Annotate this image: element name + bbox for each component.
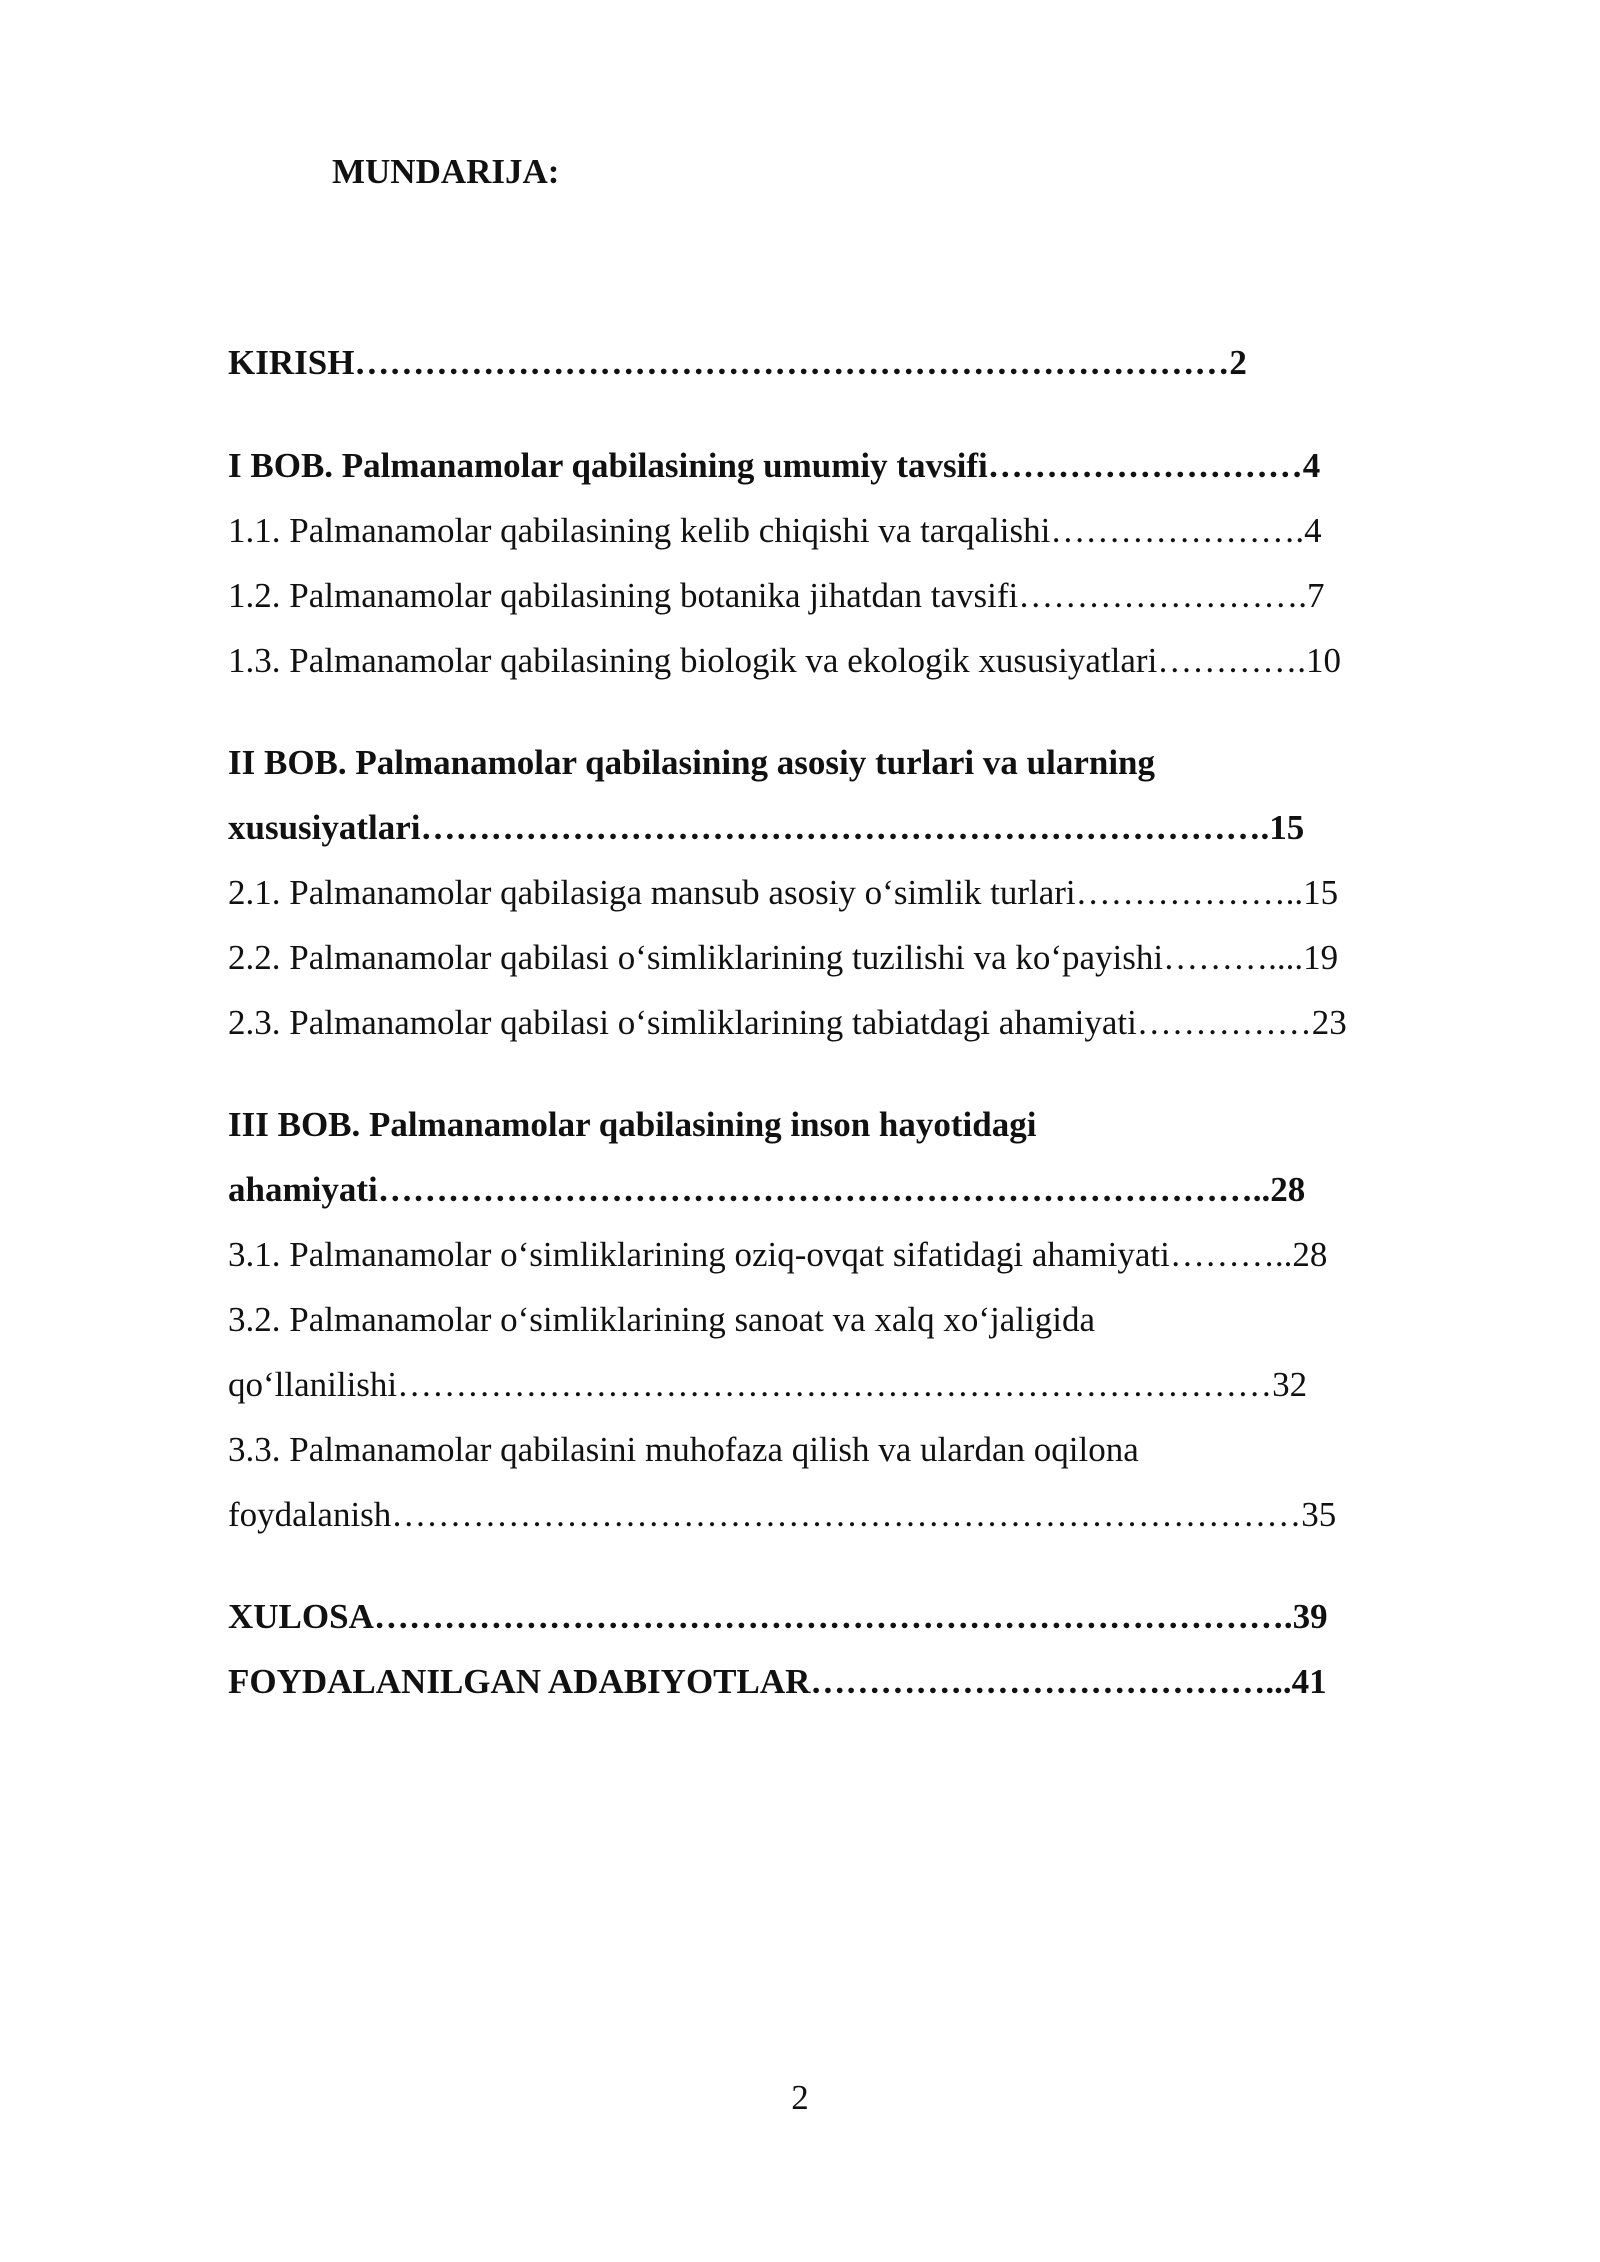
toc-entry-3-2-line-2: qo‘llanilishi…………………………………………………………………32 (228, 1365, 1308, 1404)
toc-entry-chapter-3-line-2: ahamiyati…………………………………………………………………..28 (228, 1170, 1306, 1209)
toc-entry-xulosa: XULOSA…………………………………………………………………….39 (228, 1597, 1328, 1636)
toc-entry-1-3: 1.3. Palmanamolar qabilasining biologik va ekologik xususiyatlari………….10 (228, 641, 1342, 680)
toc-entry-chapter-2-line-1: II BOB. Palmanamolar qabilasining asosiy turlari va ularning (228, 743, 1156, 782)
toc-entry-2-2: 2.2. Palmanamolar qabilasi o‘simliklarining tuzilishi va ko‘payishi………....19 (228, 938, 1339, 977)
toc-entry-references: FOYDALANILGAN ADABIYOTLAR…………………………………...41 (228, 1662, 1327, 1701)
toc-entry-chapter-3-line-1: III BOB. Palmanamolar qabilasining inson hayotidagi (228, 1105, 1037, 1144)
toc-entry-chapter-2-line-2: xususiyatlari……………………………………………………………….15 (228, 808, 1305, 847)
toc-entry-2-3: 2.3. Palmanamolar qabilasi o‘simliklarining tabiatdagi ahamiyati……………23 (228, 1003, 1347, 1042)
toc-entry-chapter-1: I BOB. Palmanamolar qabilasining umumiy tavsifi………………………4 (228, 446, 1321, 485)
toc-heading: MUNDARIJA: (332, 152, 560, 191)
page-number: 2 (791, 2078, 809, 2117)
toc-entry-3-1: 3.1. Palmanamolar o‘simliklarining oziq-ovqat sifatidagi ahamiyati………..28 (228, 1235, 1328, 1274)
toc-entry-1-1: 1.1. Palmanamolar qabilasining kelib chiqishi va tarqalishi………………….4 (228, 511, 1322, 550)
toc-entry-3-3-line-2: foydalanish……………………………………………………………………35 (228, 1495, 1337, 1534)
toc-entry-2-1: 2.1. Palmanamolar qabilasiga mansub asosiy o‘simlik turlari………………..15 (228, 873, 1339, 912)
toc-entry-3-3-line-1: 3.3. Palmanamolar qabilasini muhofaza qilish va ulardan oqilona (228, 1430, 1139, 1469)
toc-entry-3-2-line-1: 3.2. Palmanamolar o‘simliklarining sanoat va xalq xo‘jaligida (228, 1300, 1096, 1339)
toc-entry-kirish: KIRISH…………………………………………………………………2 (228, 343, 1247, 382)
toc-entry-1-2: 1.2. Palmanamolar qabilasining botanika jihatdan tavsifi…………………….7 (228, 576, 1325, 615)
